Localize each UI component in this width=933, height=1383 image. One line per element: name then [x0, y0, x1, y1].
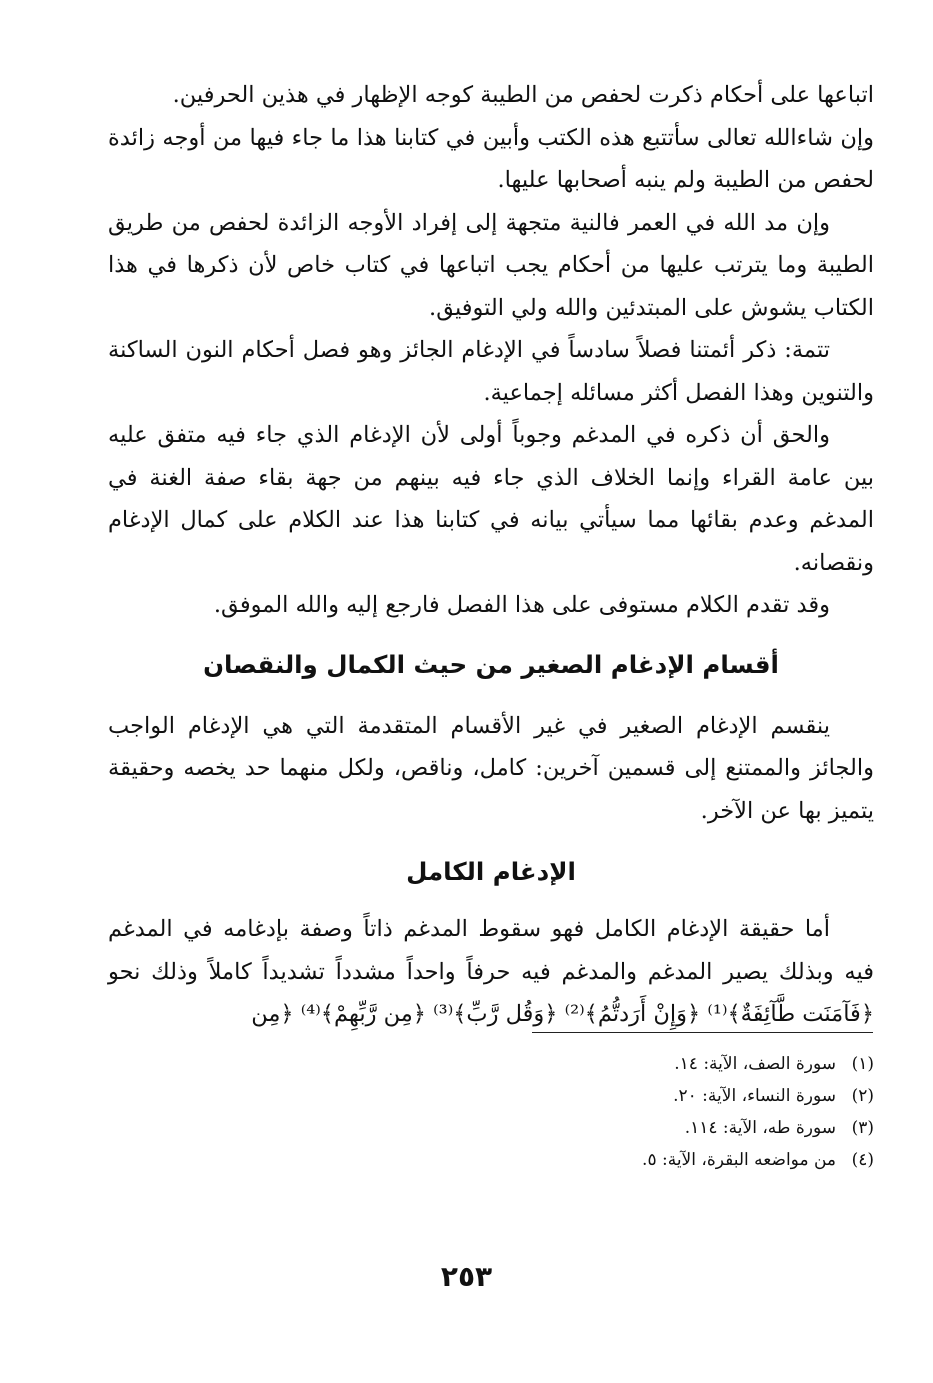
footnote-text: سورة طه، الآية: ١١٤. [684, 1118, 836, 1138]
paragraph-6: وقد تقدم الكلام مستوفى على هذا الفصل فارجع إليه والله الموفق. [213, 592, 830, 618]
paragraph-2: وإن شاءالله تعالى سأتتبع هذه الكتب وأبين في كتابنا هذا ما جاء فيها من أوجه زائدة لحفص من الطيبة ولم ينبه أصحابها عليها. [108, 124, 874, 193]
footnote-number: (٢) [851, 1086, 874, 1106]
footnote-1 [430, 1048, 874, 1080]
paragraph-4: تتمة: ذكر أئمتنا فصلاً سادساً في الإدغام الجائز وهو فصل أحكام النون الساكنة والتنوين وهذا الفصل أكثر مسائله إجماعية. [108, 337, 874, 406]
paragraph-3: وإن مد الله في العمر فالنية متجهة إلى إفراد الأوجه الزائدة لحفص من طريق الطيبة وما يترتب عليها من أحكام يجب اتباعها في كتاب خاص لأن ذكرها في هذا الكتاب يشوش على المبتدئين والله ولي التوفيق. [108, 209, 874, 321]
section-heading: أقسام الإدغام الصغير من حيث الكمال والنقصان [203, 649, 779, 679]
footnote-3 [430, 1112, 874, 1144]
footnote-4 [430, 1144, 874, 1176]
page-number: ٢٥٣ [440, 1260, 493, 1293]
paragraph-complete-idgham [108, 908, 874, 1036]
footnote-2 [430, 1080, 874, 1112]
paragraph-text: أما حقيقة الإدغام الكامل فهو سقوط المدغم ذاتاً وصفة بإدغامه في المدغم فيه وبذلك يصير المدغم والمدغم فيه حرفاً واحداً مشدداً تشديداً كاملاً وذلك نحو [108, 916, 874, 985]
subsection-heading: الإدغام الكامل [406, 857, 576, 886]
paragraph-1: اتباعها على أحكام ذكرت لحفص من الطيبة كوجه الإظهار في هذين الحرفين. [172, 82, 874, 108]
paragraph-divisions: ينقسم الإدغام الصغير في غير الأقسام المتقدمة التي هي الإدغام الواجب والجائز والممتنع إلى قسمين آخرين: كامل، وناقص، ولكل منهما حد يخصه وحقيقة يتميز بها عن الآخر. [108, 712, 874, 824]
footnote-number: (٤) [851, 1150, 874, 1170]
footnotes [430, 1048, 874, 1176]
quran-references: ﴿فَآمَنَت طَّآئِفَةٌ﴾⁽¹⁾ ﴿وَإِنْ أَرَدتُّمُ﴾⁽²⁾ ﴿وَقُل رَّبِّ﴾⁽³⁾ ﴿مِن رَّبِّهِمْ﴾⁽⁴⁾ ﴿مِن [251, 1001, 874, 1027]
footnote-number: (٣) [851, 1118, 874, 1138]
footnote-number: (١) [851, 1054, 874, 1074]
paragraph-5: والحق أن ذكره في المدغم وجوباً أولى لأن الإدغام الذي جاء فيه متفق عليه بين عامة القراء وإنما الخلاف الذي جاء فيه بينهم من جهة بقاء صفة الغنة في المدغم وعدم بقائها مما سيأتي بيانه في كتابنا هذا عند الكلام على كمال الإدغام ونقصانه. [108, 422, 874, 576]
footnote-divider [532, 1032, 873, 1033]
footnote-text: سورة النساء، الآية: ٢٠. [673, 1086, 836, 1106]
footnote-text: سورة الصف، الآية: ١٤. [674, 1054, 836, 1074]
page-body [108, 74, 874, 1036]
footnote-text: من مواضعه البقرة، الآية: ٥. [642, 1150, 836, 1170]
